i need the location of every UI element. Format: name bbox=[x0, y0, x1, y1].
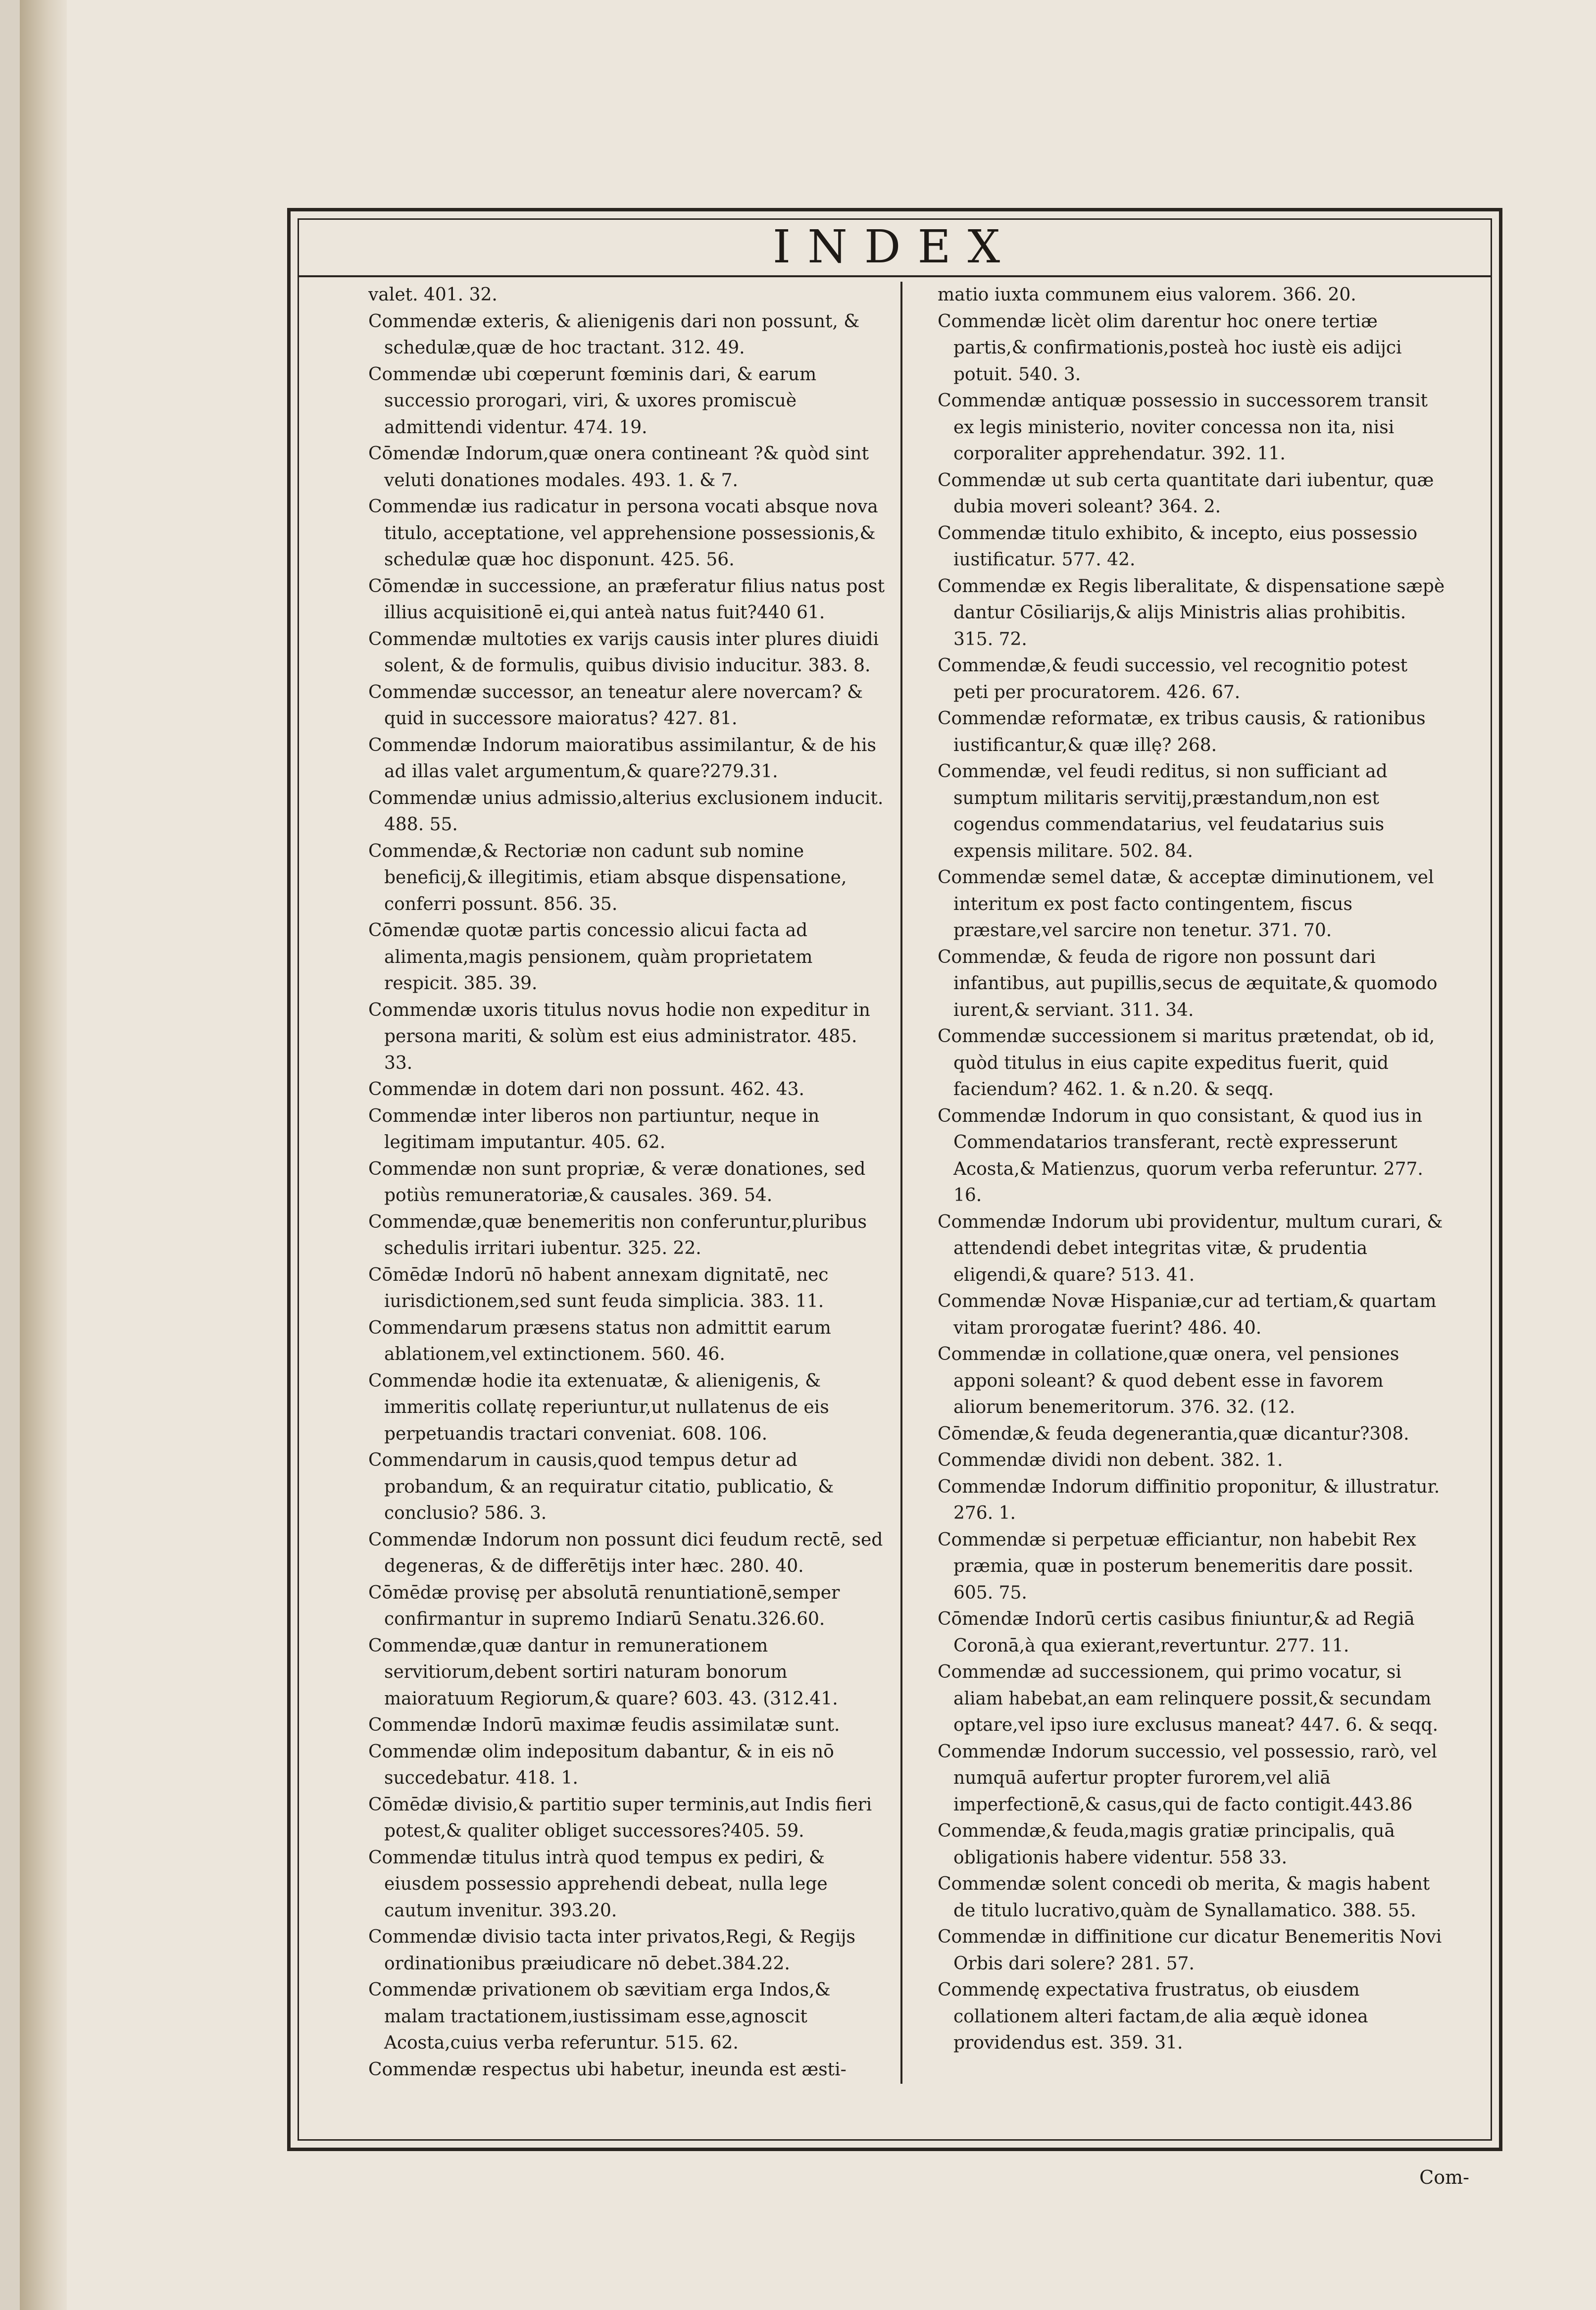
index-entry: Commendæ multoties ex varijs causis inter plures diuidi solent, & de formulis, quibus divisio inducitur. 383. 8. bbox=[368, 629, 879, 676]
index-entry: Commendæ solent concedi ob merita, & magis habent de titulo lucrativo,quàm de Synallamatico. 388. 55. bbox=[938, 1874, 1430, 1921]
index-entry: Commendæ, & feuda de rigore non possunt dari infantibus, aut pupillis,secus de æquitate,& quomodo iurent,& serviant. 311. 34. bbox=[938, 947, 1438, 1020]
index-entry: Commendæ semel datæ, & acceptæ diminutionem, vel interitum ex post facto contingentem, fiscus præstare,vel sarcire non tenetur. 371. 70. bbox=[938, 867, 1434, 941]
index-entry: Commendæ hodie ita extenuatæ, & alienigenis, & immeritis collatę reperiuntur,ut nullatenus de eis perpetuandis tractari conveniat. 608. 106. bbox=[368, 1370, 829, 1444]
index-entry: Cōmēdæ provisę per absolutā renuntiationē,semper confirmantur in supremo Indiarū Senatu.326.60. bbox=[368, 1582, 840, 1629]
index-entry: Commendæ ius radicatur in persona vocati absque nova titulo, acceptatione, vel apprehensione possessionis,& schedulæ quæ hoc disponunt. 425. 56. bbox=[368, 497, 878, 570]
book-page bbox=[20, 0, 1596, 2310]
catchword: Com- bbox=[1419, 2166, 1469, 2188]
index-entry: Commendæ dividi non debent. 382. 1. bbox=[938, 1450, 1283, 1470]
index-column-left bbox=[368, 282, 888, 2091]
index-entry: Commendæ Indorū maximæ feudis assimilatæ sunt. bbox=[368, 1715, 840, 1735]
index-entry: Commendæ privationem ob sævitiam erga Indos,& malam tractationem,iustissimam esse,agnoscit Acosta,cuius verba referuntur. 515. 62. bbox=[368, 1980, 831, 2053]
index-entry: Commendæ Indorum diffinitio proponitur, & illustratur. 276. 1. bbox=[938, 1476, 1440, 1523]
index-entry: Commendæ exteris, & alienigenis dari non possunt, & schedulæ,quæ de hoc tractant. 312. 49. bbox=[368, 311, 860, 358]
index-entry: Commendę expectativa frustratus, ob eiusdem collationem alteri factam,de alia æquè idonea providendus est. 359. 31. bbox=[938, 1980, 1368, 2053]
index-entry: Commendæ Indorum maioratibus assimilantur, & de his ad illas valet argumentum,& quare?279.31. bbox=[368, 735, 876, 782]
index-frame-inner bbox=[298, 218, 1492, 2141]
index-entry: Cōmendæ Indorū certis casibus finiuntur,& ad Regiā Coronā,à qua exierant,revertuntur. 277. 11. bbox=[938, 1609, 1415, 1656]
index-entry: Commendæ non sunt propriæ, & veræ donationes, sed potiùs remuneratoriæ,& causales. 369. 54. bbox=[368, 1158, 866, 1205]
index-entry: Commendæ,& feudi successio, vel recognitio potest peti per procuratorem. 426. 67. bbox=[938, 655, 1408, 703]
index-entry: Commendæ ad successionem, qui primo vocatur, si aliam habebat,an eam relinquere possit,& secundam optare,vel ipso iure exclusus maneat? 447. 6. & seqq. bbox=[938, 1662, 1439, 1735]
index-entry: Commendæ licèt olim darentur hoc onere tertiæ partis,& confirmationis,posteà hoc iustè eis adijci potuit. 540. 3. bbox=[938, 311, 1402, 385]
index-entry: Commendæ respectus ubi habetur, ineunda est æsti- bbox=[368, 2059, 847, 2080]
index-entry: Commendæ ut sub certa quantitate dari iubentur, quæ dubia moveri soleant? 364. 2. bbox=[938, 470, 1434, 517]
index-entry: Commendæ olim indepositum dabantur, & in eis nō succedebatur. 418. 1. bbox=[368, 1741, 834, 1788]
index-entry: Commendæ,& feuda,magis gratiæ principalis, quā obligationis habere videntur. 558 33. bbox=[938, 1821, 1395, 1868]
index-entry: Cōmendæ quotæ partis concessio alicui facta ad alimenta,magis pensionem, quàm proprietatem respicit. 385. 39. bbox=[368, 920, 813, 994]
index-entry: Cōmēdæ divisio,& partitio super terminis,aut Indis fieri potest,& qualiter obliget successores?405. 59. bbox=[368, 1794, 872, 1841]
page-fore-edge bbox=[20, 0, 67, 2310]
index-entry: Commendæ antiquæ possessio in successorem transit ex legis ministerio, noviter concessa non ita, nisi corporaliter apprehendatur. 392. 11. bbox=[938, 391, 1428, 464]
index-frame bbox=[287, 208, 1502, 2188]
index-column-right bbox=[938, 282, 1447, 2091]
index-entry: Commendarum præsens status non admittit earum ablationem,vel extinctionem. 560. 46. bbox=[368, 1317, 831, 1364]
header-rule bbox=[299, 275, 1491, 277]
index-entry: Commendæ Indorum successio, vel possessio, rarò, vel numquā aufertur propter furorem,vel aliā imperfectionē,& casus,qui de facto contigit.443.86 bbox=[938, 1741, 1437, 1815]
index-entry: Commendæ Indorum non possunt dici feudum rectē, sed degeneras, & de differētijs inter hæc. 280. 40. bbox=[368, 1529, 883, 1576]
index-entry: Commendæ ex Regis liberalitate, & dispensatione sæpè dantur Cōsiliarijs,& alijs Ministris alias prohibitis. 315. 72. bbox=[938, 576, 1445, 650]
column-divider bbox=[900, 282, 902, 2084]
index-entry: Commendæ Indorum ubi providentur, multum curari, & attendendi debet integritas vitæ, & prudentia eligendi,& quare? 513. 41. bbox=[938, 1211, 1443, 1285]
index-entry: Commendæ, vel feudi reditus, si non sufficiant ad sumptum militaris servitij,præstandum,non est cogendus commendatarius, vel feudatarius suis expensis militare. 502. 84. bbox=[938, 761, 1388, 861]
index-entry: Commendæ titulo exhibito, & incepto, eius possessio iustificatur. 577. 42. bbox=[938, 523, 1418, 570]
index-entry: matio iuxta communem eius valorem. 366. 20. bbox=[938, 285, 1356, 305]
index-entry: Cōmendæ Indorum,quæ onera contineant ?& quòd sint veluti donationes modales. 493. 1. & 7. bbox=[368, 444, 869, 491]
index-entry: Commendæ,quæ benemeritis non conferuntur,pluribus schedulis irritari iubentur. 325. 22. bbox=[368, 1211, 867, 1258]
page-title: INDEX bbox=[772, 220, 1017, 273]
index-entry: Commendæ in collatione,quæ onera, vel pensiones apponi soleant? & quod debent esse in favorem aliorum benemeritorum. 376. 32. (12. bbox=[938, 1344, 1399, 1417]
index-entry: Commendæ in dotem dari non possunt. 462. 43. bbox=[368, 1079, 804, 1100]
index-entry: Commendæ unius admissio,alterius exclusionem inducit. 488. 55. bbox=[368, 788, 884, 835]
index-entry: Commendæ successionem si maritus prætendat, ob id, quòd titulus in eius capite expeditus fuerit, quid faciendum? 462. 1. & n.20. & seqq. bbox=[938, 1026, 1435, 1100]
index-entry: Commendæ in diffinitione cur dicatur Benemeritis Novi Orbis dari solere? 281. 57. bbox=[938, 1927, 1442, 1974]
index-entry: Commendæ uxoris titulus novus hodie non expeditur in persona mariti, & solùm est eius administrator. 485. 33. bbox=[368, 1000, 870, 1073]
index-entry: Commendæ inter liberos non partiuntur, neque in legitimam imputantur. 405. 62. bbox=[368, 1105, 820, 1153]
index-entry: Commendæ,quæ dantur in remunerationem servitiorum,debent sortiri naturam bonorum maioratuum Regiorum,& quare? 603. 43. (312.41. bbox=[368, 1635, 838, 1709]
index-entry: Commendæ successor, an teneatur alere novercam? & quid in successore maioratus? 427. 81. bbox=[368, 682, 863, 729]
index-entry: valet. 401. 32. bbox=[368, 285, 498, 305]
index-entry: Commendarum in causis,quod tempus detur ad probandum, & an requiratur citatio, publicatio, & conclusio? 586. 3. bbox=[368, 1450, 834, 1523]
index-entry: Cōmendæ,& feuda degenerantia,quæ dicantur?308. bbox=[938, 1423, 1409, 1444]
index-entry: Commendæ Novæ Hispaniæ,cur ad tertiam,& quartam vitam prorogatæ fuerint? 486. 40. bbox=[938, 1291, 1437, 1338]
index-entry: Commendæ reformatæ, ex tribus causis, & rationibus iustificantur,& quæ illę? 268. bbox=[938, 708, 1426, 755]
index-entry: Commendæ,& Rectoriæ non cadunt sub nomine beneficij,& illegitimis, etiam absque dispensatione, conferri possunt. 856. 35. bbox=[368, 841, 847, 914]
index-entry: Commendæ si perpetuæ efficiantur, non habebit Rex præmia, quæ in posterum benemeritis dare possit. 605. 75. bbox=[938, 1529, 1416, 1603]
index-entry: Commendæ ubi cœperunt fœminis dari, & earum successio prorogari, viri, & uxores promiscuè admittendi videntur. 474. 19. bbox=[368, 364, 817, 438]
index-entry: Cōmēdæ Indorū nō habent annexam dignitatē, nec iurisdictionem,sed sunt feuda simplicia. 383. 11. bbox=[368, 1264, 829, 1311]
index-entry: Cōmendæ in successione, an præferatur filius natus post illius acquisitionē ei,qui anteà natus fuit?440 61. bbox=[368, 576, 885, 623]
index-entry: Commendæ titulus intrà quod tempus ex pediri, & eiusdem possessio apprehendi debeat, nulla lege cautum invenitur. 393.20. bbox=[368, 1847, 828, 1921]
index-entry: Commendæ divisio tacta inter privatos,Regi, & Regijs ordinationibus præiudicare nō debet.384.22. bbox=[368, 1927, 855, 1974]
index-entry: Commendæ Indorum in quo consistant, & quod ius in Commendatarios transferant, rectè expresserunt Acosta,& Matienzus, quorum verba referuntur. 277. 16. bbox=[938, 1105, 1423, 1205]
